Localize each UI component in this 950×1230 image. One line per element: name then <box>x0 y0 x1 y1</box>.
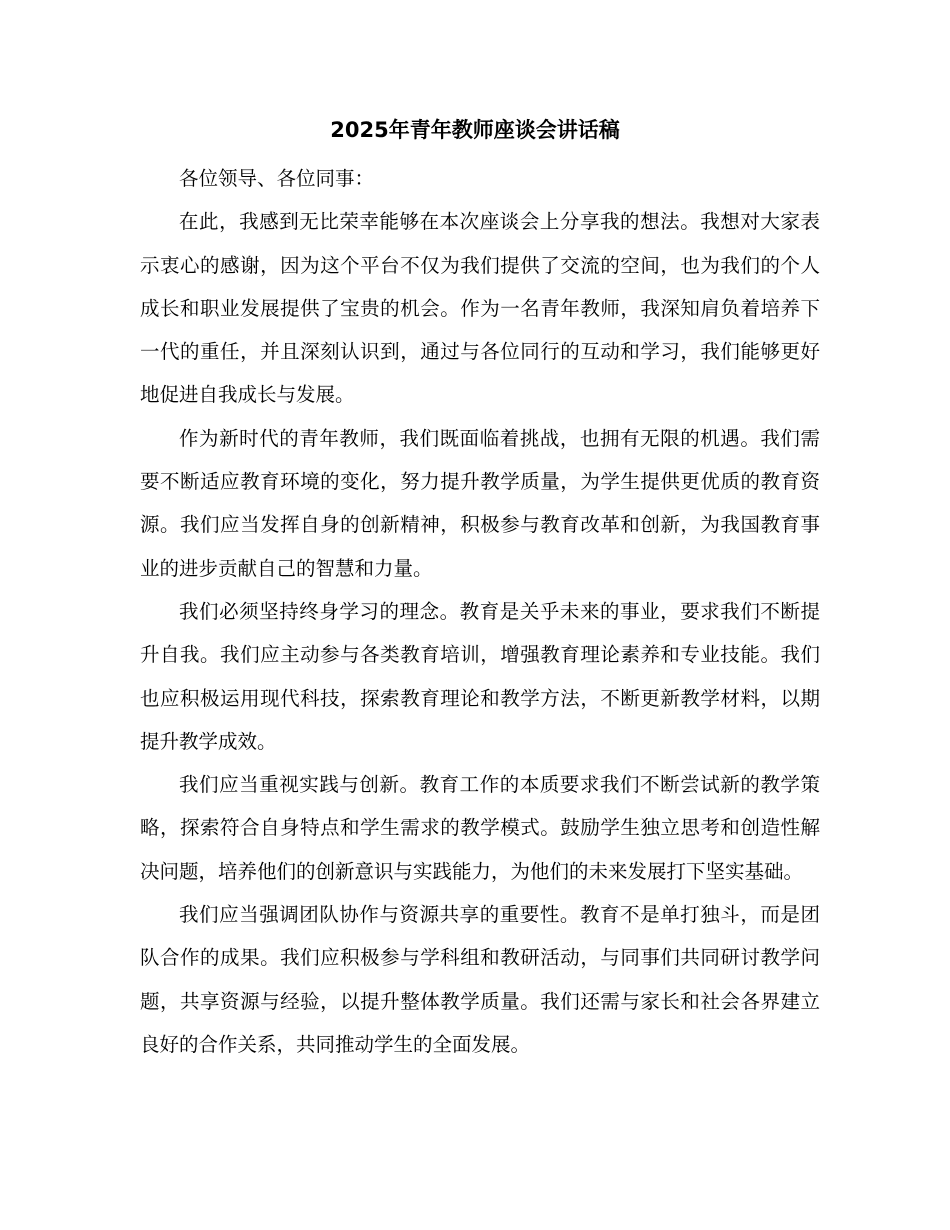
body-paragraph-2: 作为新时代的青年教师，我们既面临着挑战，也拥有无限的机遇。我们需要不断适应教育环境的变化，努力提升教学质量，为学生提供更优质的教育资源。我们应当发挥自身的创新精神，积极参与教育改革和创新，为我国教育事业的进步贡献自己的智慧和力量。 <box>140 426 820 580</box>
body-paragraph-1: 在此，我感到无比荣幸能够在本次座谈会上分享我的想法。我想对大家表示衷心的感谢，因为这个平台不仅为我们提供了交流的空间，也为我们的个人成长和职业发展提供了宝贵的机会。作为一名青年教师，我深知肩负着培养下一代的重任，并且深刻认识到，通过与各位同行的互动和学习，我们能够更好地促进自我成长与发展。 <box>140 210 820 407</box>
body-paragraph-4: 我们应当重视实践与创新。教育工作的本质要求我们不断尝试新的教学策略，探索符合自身特点和学生需求的教学模式。鼓励学生独立思考和创造性解决问题，培养他们的创新意识与实践能力，为他们的未来发展打下坚实基础。 <box>140 773 820 883</box>
body-paragraph-3: 我们必须坚持终身学习的理念。教育是关乎未来的事业，要求我们不断提升自我。我们应主动参与各类教育培训，增强教育理论素养和专业技能。我们也应积极运用现代科技，探索教育理论和教学方法，不断更新教学材料，以期提升教学成效。 <box>140 599 820 753</box>
greeting-paragraph: 各位领导、各位同事： <box>179 167 375 190</box>
document-title: 2025年青年教师座谈会讲话稿 <box>330 118 620 142</box>
body-paragraph-5: 我们应当强调团队协作与资源共享的重要性。教育不是单打独斗，而是团队合作的成果。我们应积极参与学科组和教研活动，与同事们共同研讨教学问题，共享资源与经验，以提升整体教学质量。我们还需与家长和社会各界建立良好的合作关系，共同推动学生的全面发展。 <box>140 903 820 1056</box>
document-body <box>140 157 820 1066</box>
